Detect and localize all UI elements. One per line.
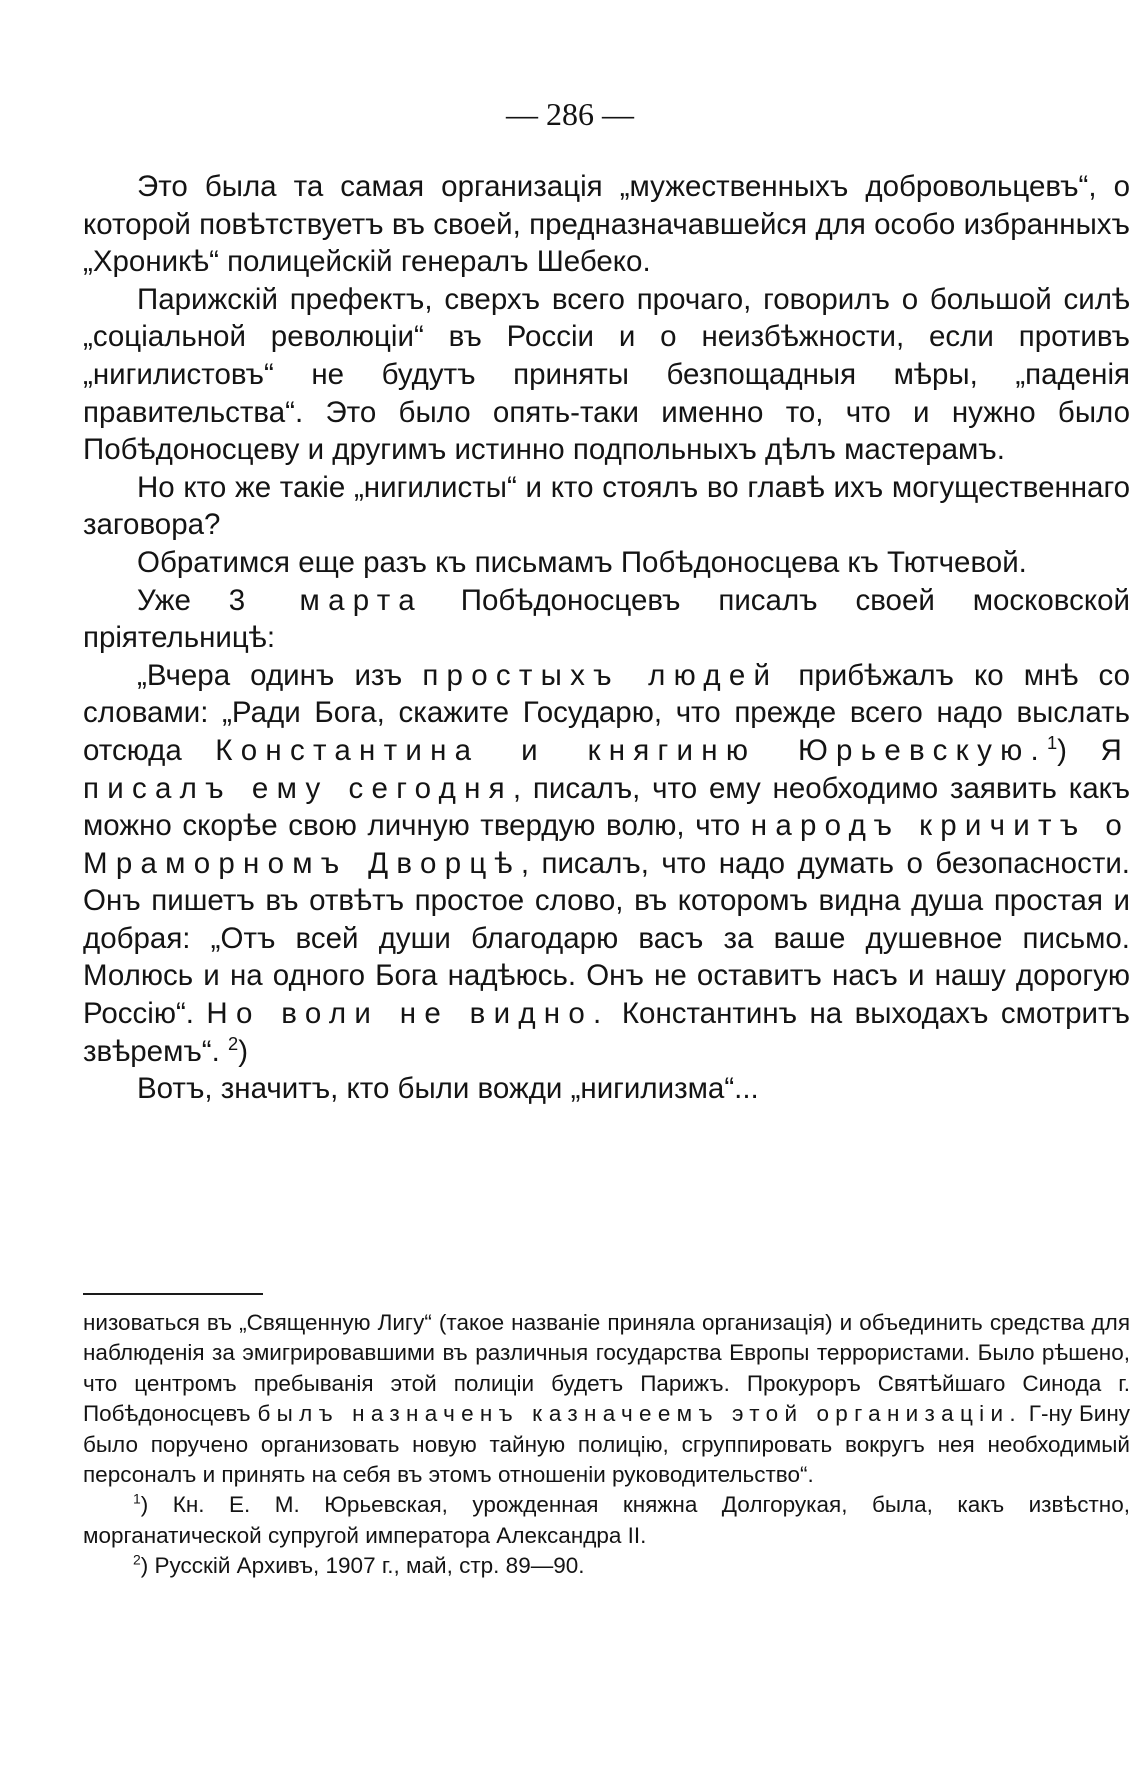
text-span: Константинъ на выходахъ смотритъ звѣремъ“. xyxy=(83,997,1130,1068)
paragraph-5 xyxy=(83,582,1130,657)
emphasis-text: простыхъ людей xyxy=(422,658,779,692)
text-span: „Вчера одинъ изъ xyxy=(137,658,423,692)
footnote-text: ) Русскій Архивъ, 1907 г., май, стр. 89—90. xyxy=(140,1553,585,1579)
text-span: ) xyxy=(238,1034,249,1068)
footnote-text: ) Кн. Е. М. Юрьевская, урожденная княжна Долгорукая, была, какъ извѣстно, морганатической супругой императора Александра II. xyxy=(83,1492,1130,1548)
quotation-paragraph xyxy=(83,657,1130,1071)
emphasis-text: былъ назначенъ казначеемъ этой организаціи. xyxy=(257,1401,1022,1427)
footnote-continuation xyxy=(83,1308,1130,1490)
footnote-ref-1: 1 xyxy=(1046,732,1058,754)
text-span: ) xyxy=(1057,733,1101,767)
emphasis-text: народъ кричитъ о Мраморномъ Дворцѣ xyxy=(83,809,1130,880)
footnote-divider xyxy=(83,1293,263,1295)
text-span: Побѣдоносцевъ писалъ своей московской пріятельницѣ: xyxy=(83,583,1130,655)
emphasis-text: Но воли не видно. xyxy=(206,997,610,1031)
footnote-mark-1: 1 xyxy=(133,1490,141,1507)
text-span: Уже xyxy=(137,583,229,617)
footnote-2 xyxy=(83,1551,1130,1581)
text-span: прибѣжалъ ко мнѣ со словами: „Ради Бога, скажите Государю, что прежде всего надо выслать отсюда xyxy=(83,658,1130,767)
paragraph-2: Парижскій префектъ, сверхъ всего прочаго, говорилъ о большой силѣ „соціальной революціи“ въ Россіи и о неизбѣжности, если противъ „нигилистовъ“ не будутъ приняты безпощадныя мѣры, „паденія правительства“. Это было опять-таки именно то, что и нужно было Побѣдоносцеву и другимъ истинно подпольныхъ дѣлъ мастерамъ. xyxy=(83,282,1130,467)
emphasis-text: Я писалъ ему сегодня xyxy=(83,733,1131,805)
paragraph-1: Это была та самая организація „мужественныхъ добровольцевъ“, о которой повѣтствуетъ въ своей, предназначавшейся для особо избранныхъ „Хроникѣ“ полицейскій генералъ Шебеко. xyxy=(83,170,1130,279)
paragraph-3: Но кто же такіе „нигилисты“ и кто стоялъ во главѣ ихъ могущественнаго заговора? xyxy=(83,470,1130,542)
footnote-ref-2: 2 xyxy=(228,1032,239,1054)
page-number: — 286 — xyxy=(506,96,634,132)
text-span: , писалъ, что надо думать о безопасности. Онъ пишетъ въ отвѣтъ простое слово, въ которомъ видна душа простая и добрая: „Отъ всей души благодарю васъ за ваше душевное письмо. Молюсь и на одного Бога надѣюсь. Онъ не оставитъ насъ и нашу дорогую Россію“. xyxy=(83,846,1131,1031)
paragraph-7: Вотъ, значитъ, кто были вожди „нигилизма“... xyxy=(137,1072,759,1106)
emphasis-date: 3 марта xyxy=(228,583,423,617)
footnote-1 xyxy=(83,1490,1130,1551)
paragraph-4: Обратимся еще разъ къ письмамъ Побѣдоносцева къ Тютчевой. xyxy=(137,545,1027,579)
footnotes xyxy=(83,1308,1130,1582)
emphasis-text: Константина и княгиню Юрьевскую. xyxy=(215,733,1047,767)
footnote-mark-2: 2 xyxy=(133,1551,141,1568)
text-span: низоваться въ „Священную Лигу“ (такое названіе приняла организація) и объединить средства для наблюденія за эмигрировавшими въ различныя государства Европы террористами. Было рѣшено, что центромъ пребыванія этой полиціи будетъ Парижъ. Прокуроръ Святѣйшаго Синода г. Побѣдоносцевъ xyxy=(83,1310,1130,1427)
text-span: Г-ну Бину было поручено организовать новую тайную полицію, сгруппировать вокругъ нея необходимый персоналъ и принять на себя въ этомъ отношеніи руководительство“. xyxy=(83,1401,1131,1488)
text-span: , писалъ, что ему необходимо заявить какъ можно скорѣе свою личную твердую волю, что xyxy=(83,771,1131,843)
main-text xyxy=(83,168,1130,1108)
